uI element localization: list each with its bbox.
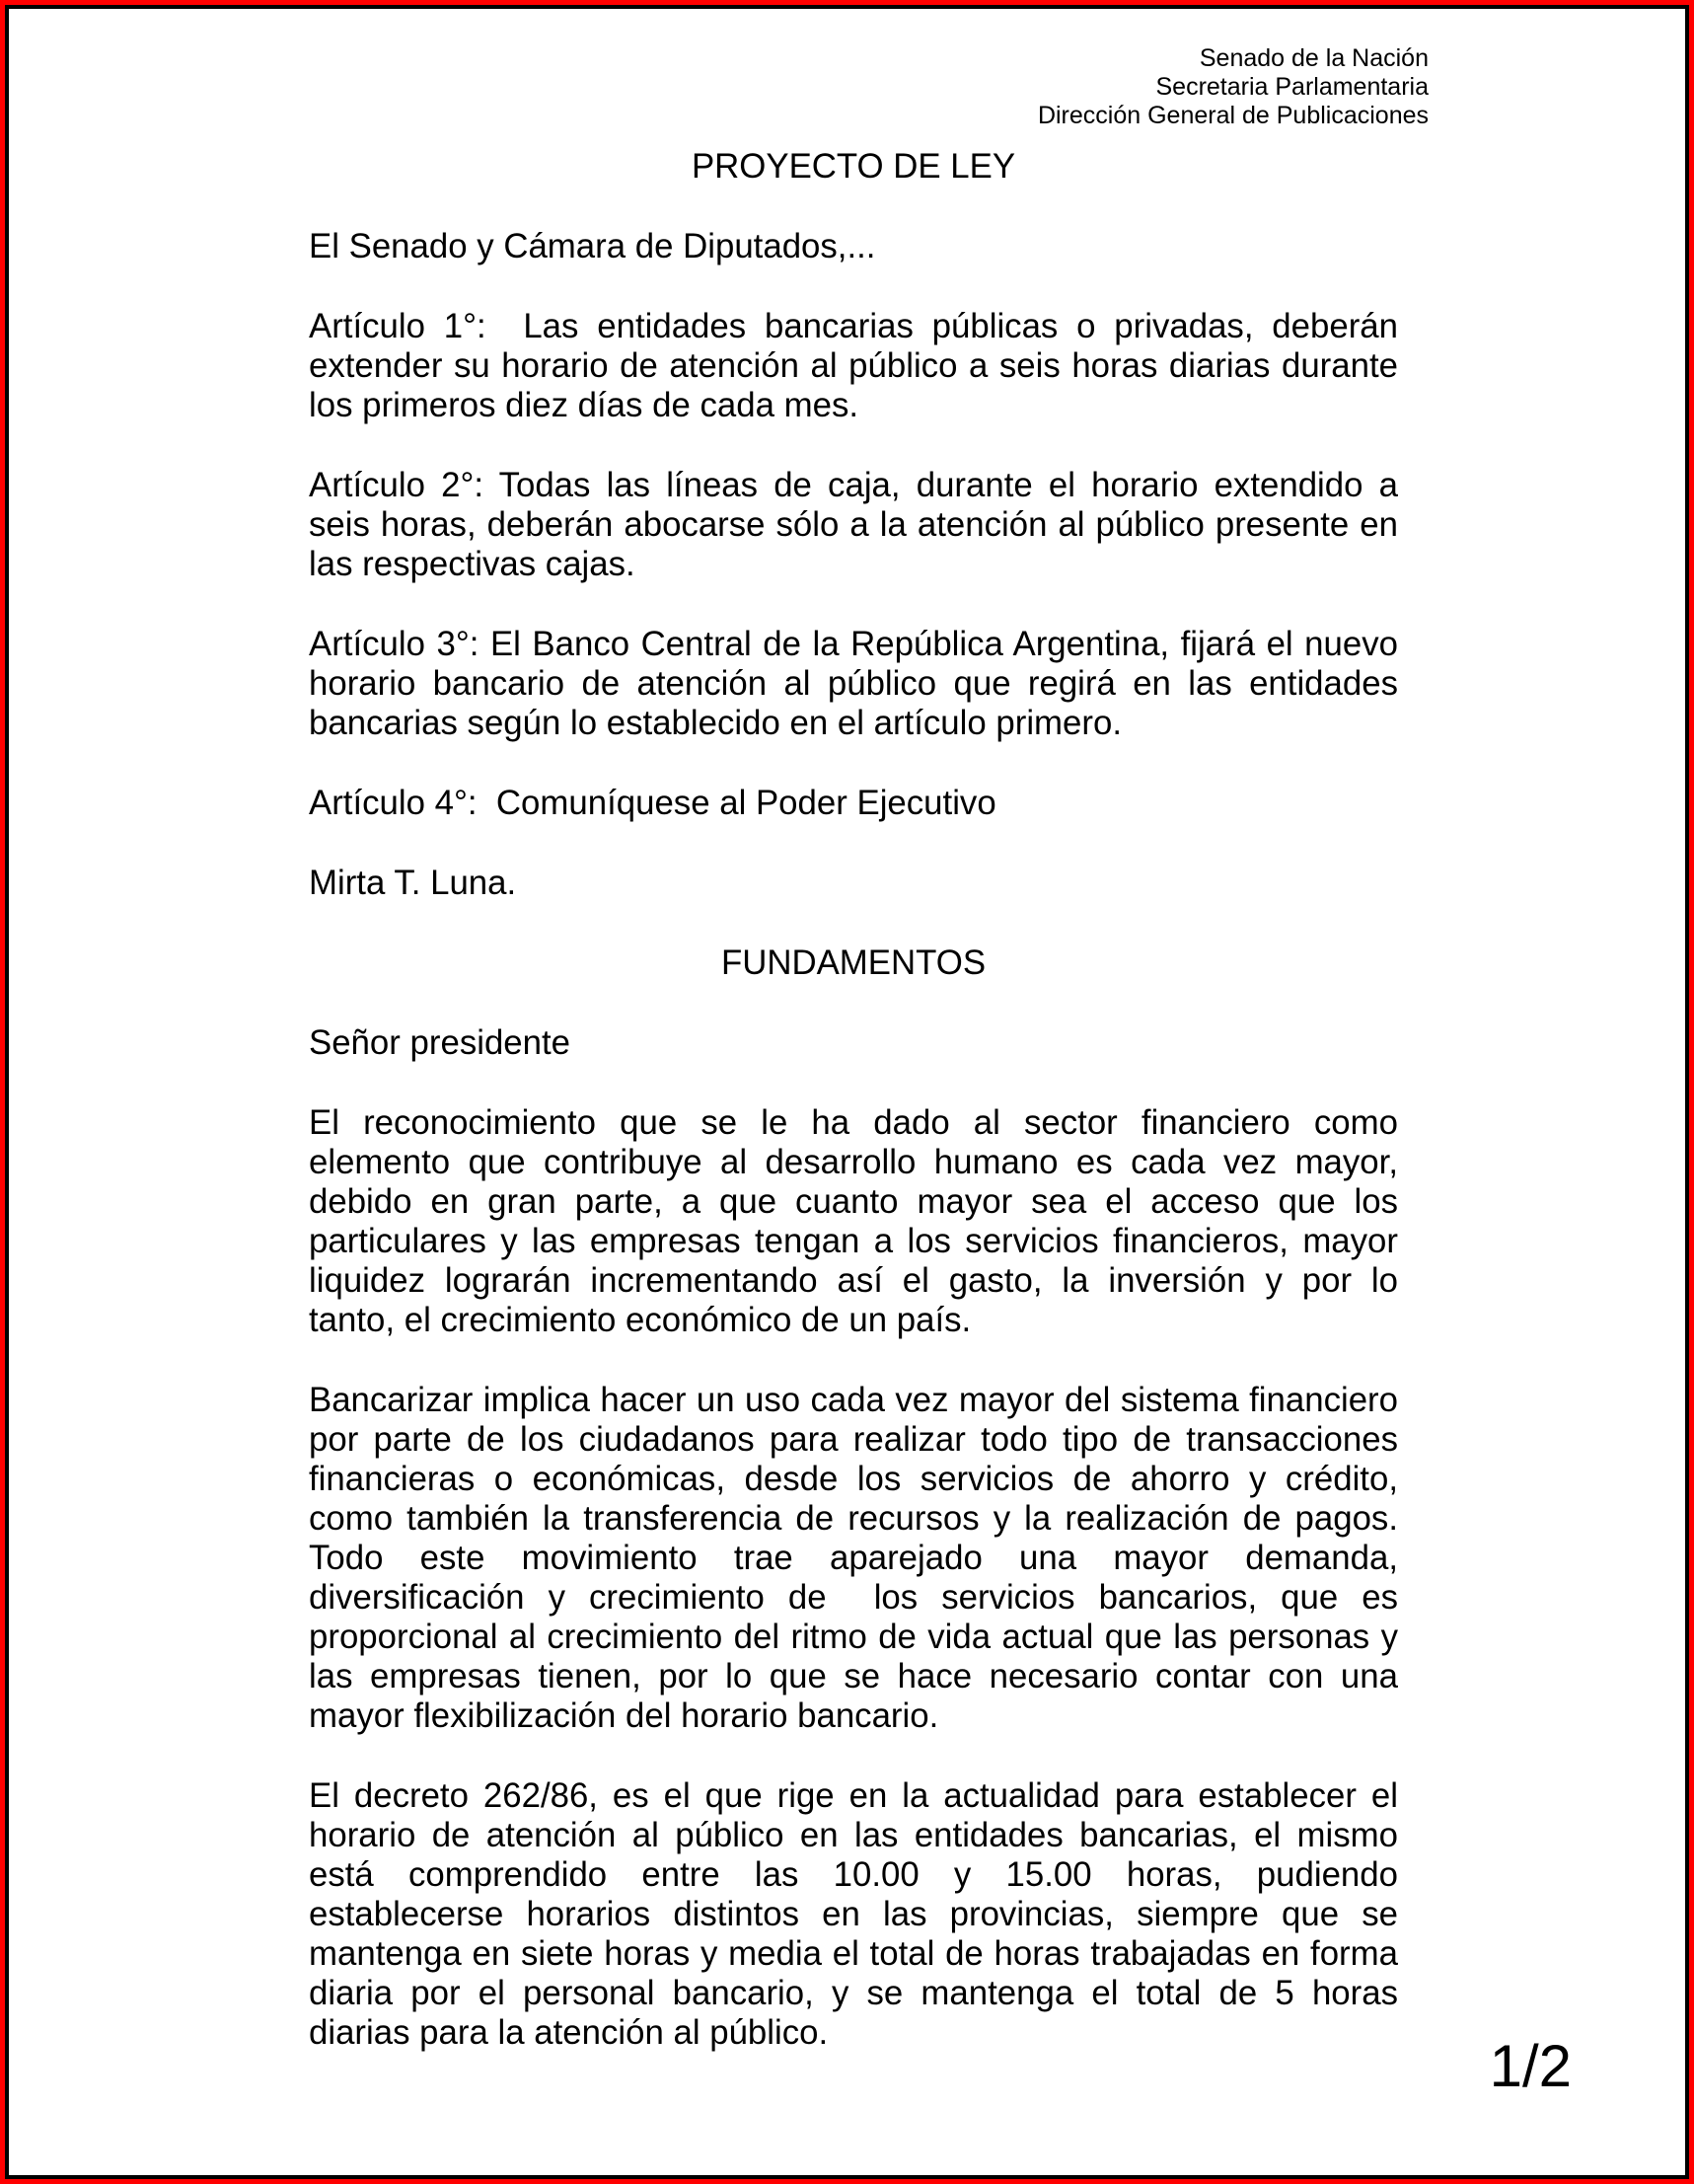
text-line: diarias para la atención al público.: [309, 2013, 829, 2052]
paragraph: [309, 1381, 1398, 1736]
text-line: diaria por el personal bancario, y se mantenga el total de 5 horas: [309, 1974, 1398, 2012]
text-line: como también la transferencia de recursos y la realización de pagos.: [309, 1499, 1398, 1538]
text-line: tanto, el crecimiento económico de un país.: [309, 1301, 972, 1339]
text-line: Artículo 2°: Todas las líneas de caja, durante el horario extendido a: [309, 466, 1398, 504]
document-body: [309, 227, 1398, 2053]
text-line: particulares y las empresas tengan a los servicios financieros, mayor: [309, 1222, 1398, 1260]
text-line: financieras o económicas, desde los servicios de ahorro y crédito,: [309, 1460, 1398, 1498]
text-line: diversificación y crecimiento de los servicios bancarios, que es: [309, 1578, 1398, 1617]
paragraph: [309, 1776, 1398, 2053]
text-line: los primeros diez días de cada mes.: [309, 386, 859, 424]
paragraph: [309, 227, 1398, 266]
text-line: está comprendido entre las 10.00 y 15.00 horas, pudiendo: [309, 1855, 1398, 1894]
text-line: Señor presidente: [309, 1023, 571, 1062]
text-line: Artículo 1°: Las entidades bancarias públicas o privadas, deberán: [309, 307, 1398, 345]
text-line: extender su horario de atención al público a seis horas diarias durante: [309, 346, 1398, 385]
letterhead: [9, 44, 1429, 130]
page-number: 1/2: [1489, 2033, 1572, 2099]
text-line: por parte de los ciudadanos para realizar todo tipo de transacciones: [309, 1420, 1398, 1459]
paragraph: [309, 466, 1398, 584]
paragraph: [309, 784, 1398, 823]
page-inner-frame: [5, 5, 1689, 2179]
text-line: bancarias según lo establecido en el artículo primero.: [309, 704, 1122, 742]
text-line: El Senado y Cámara de Diputados,...: [309, 227, 876, 265]
text-line: debido en gran parte, a que cuanto mayor sea el acceso que los: [309, 1182, 1398, 1221]
text-line: horario de atención al público en las entidades bancarias, el mismo: [309, 1816, 1398, 1854]
text-line: establecerse horarios distintos en las provincias, siempre que se: [309, 1895, 1398, 1933]
letterhead-line-1: Senado de la Nación: [1199, 44, 1429, 72]
text-line: Artículo 4°: Comuníquese al Poder Ejecutivo: [309, 784, 996, 822]
text-line: mayor flexibilización del horario bancario.: [309, 1696, 939, 1735]
text-line: Todo este movimiento trae aparejado una mayor demanda,: [309, 1539, 1398, 1577]
text-line: Artículo 3°: El Banco Central de la República Argentina, fijará el nuevo: [309, 625, 1398, 663]
paragraph: [309, 625, 1398, 743]
paragraph: [309, 307, 1398, 425]
paragraph: [309, 864, 1398, 903]
paragraph: [309, 1023, 1398, 1063]
paragraph: [309, 1103, 1398, 1340]
letterhead-line-2: Secretaria Parlamentaria: [1155, 73, 1429, 101]
text-line: horario bancario de atención al público que regirá en las entidades: [309, 664, 1398, 703]
text-line: las respectivas cajas.: [309, 545, 635, 583]
text-line: Mirta T. Luna.: [309, 864, 517, 902]
text-line: El reconocimiento que se le ha dado al sector financiero como: [309, 1103, 1398, 1142]
text-line: elemento que contribuye al desarrollo humano es cada vez mayor,: [309, 1143, 1398, 1181]
text-line: liquidez lograrán incrementando así el gasto, la inversión y por lo: [309, 1261, 1398, 1300]
text-line: las empresas tienen, por lo que se hace necesario contar con una: [309, 1657, 1398, 1695]
text-line: seis horas, deberán abocarse sólo a la atención al público presente en: [309, 505, 1398, 544]
text-line: El decreto 262/86, es el que rige en la actualidad para establecer el: [309, 1776, 1398, 1815]
document-title: PROYECTO DE LEY: [691, 147, 1016, 186]
text-line: Bancarizar implica hacer un uso cada vez mayor del sistema financiero: [309, 1381, 1398, 1419]
text-line: mantenga en siete horas y media el total de horas trabajadas en forma: [309, 1934, 1398, 1973]
letterhead-line-3: Dirección General de Publicaciones: [1037, 102, 1429, 129]
section-heading: FUNDAMENTOS: [720, 943, 987, 982]
text-line: proporcional al crecimiento del ritmo de vida actual que las personas y: [309, 1618, 1398, 1656]
